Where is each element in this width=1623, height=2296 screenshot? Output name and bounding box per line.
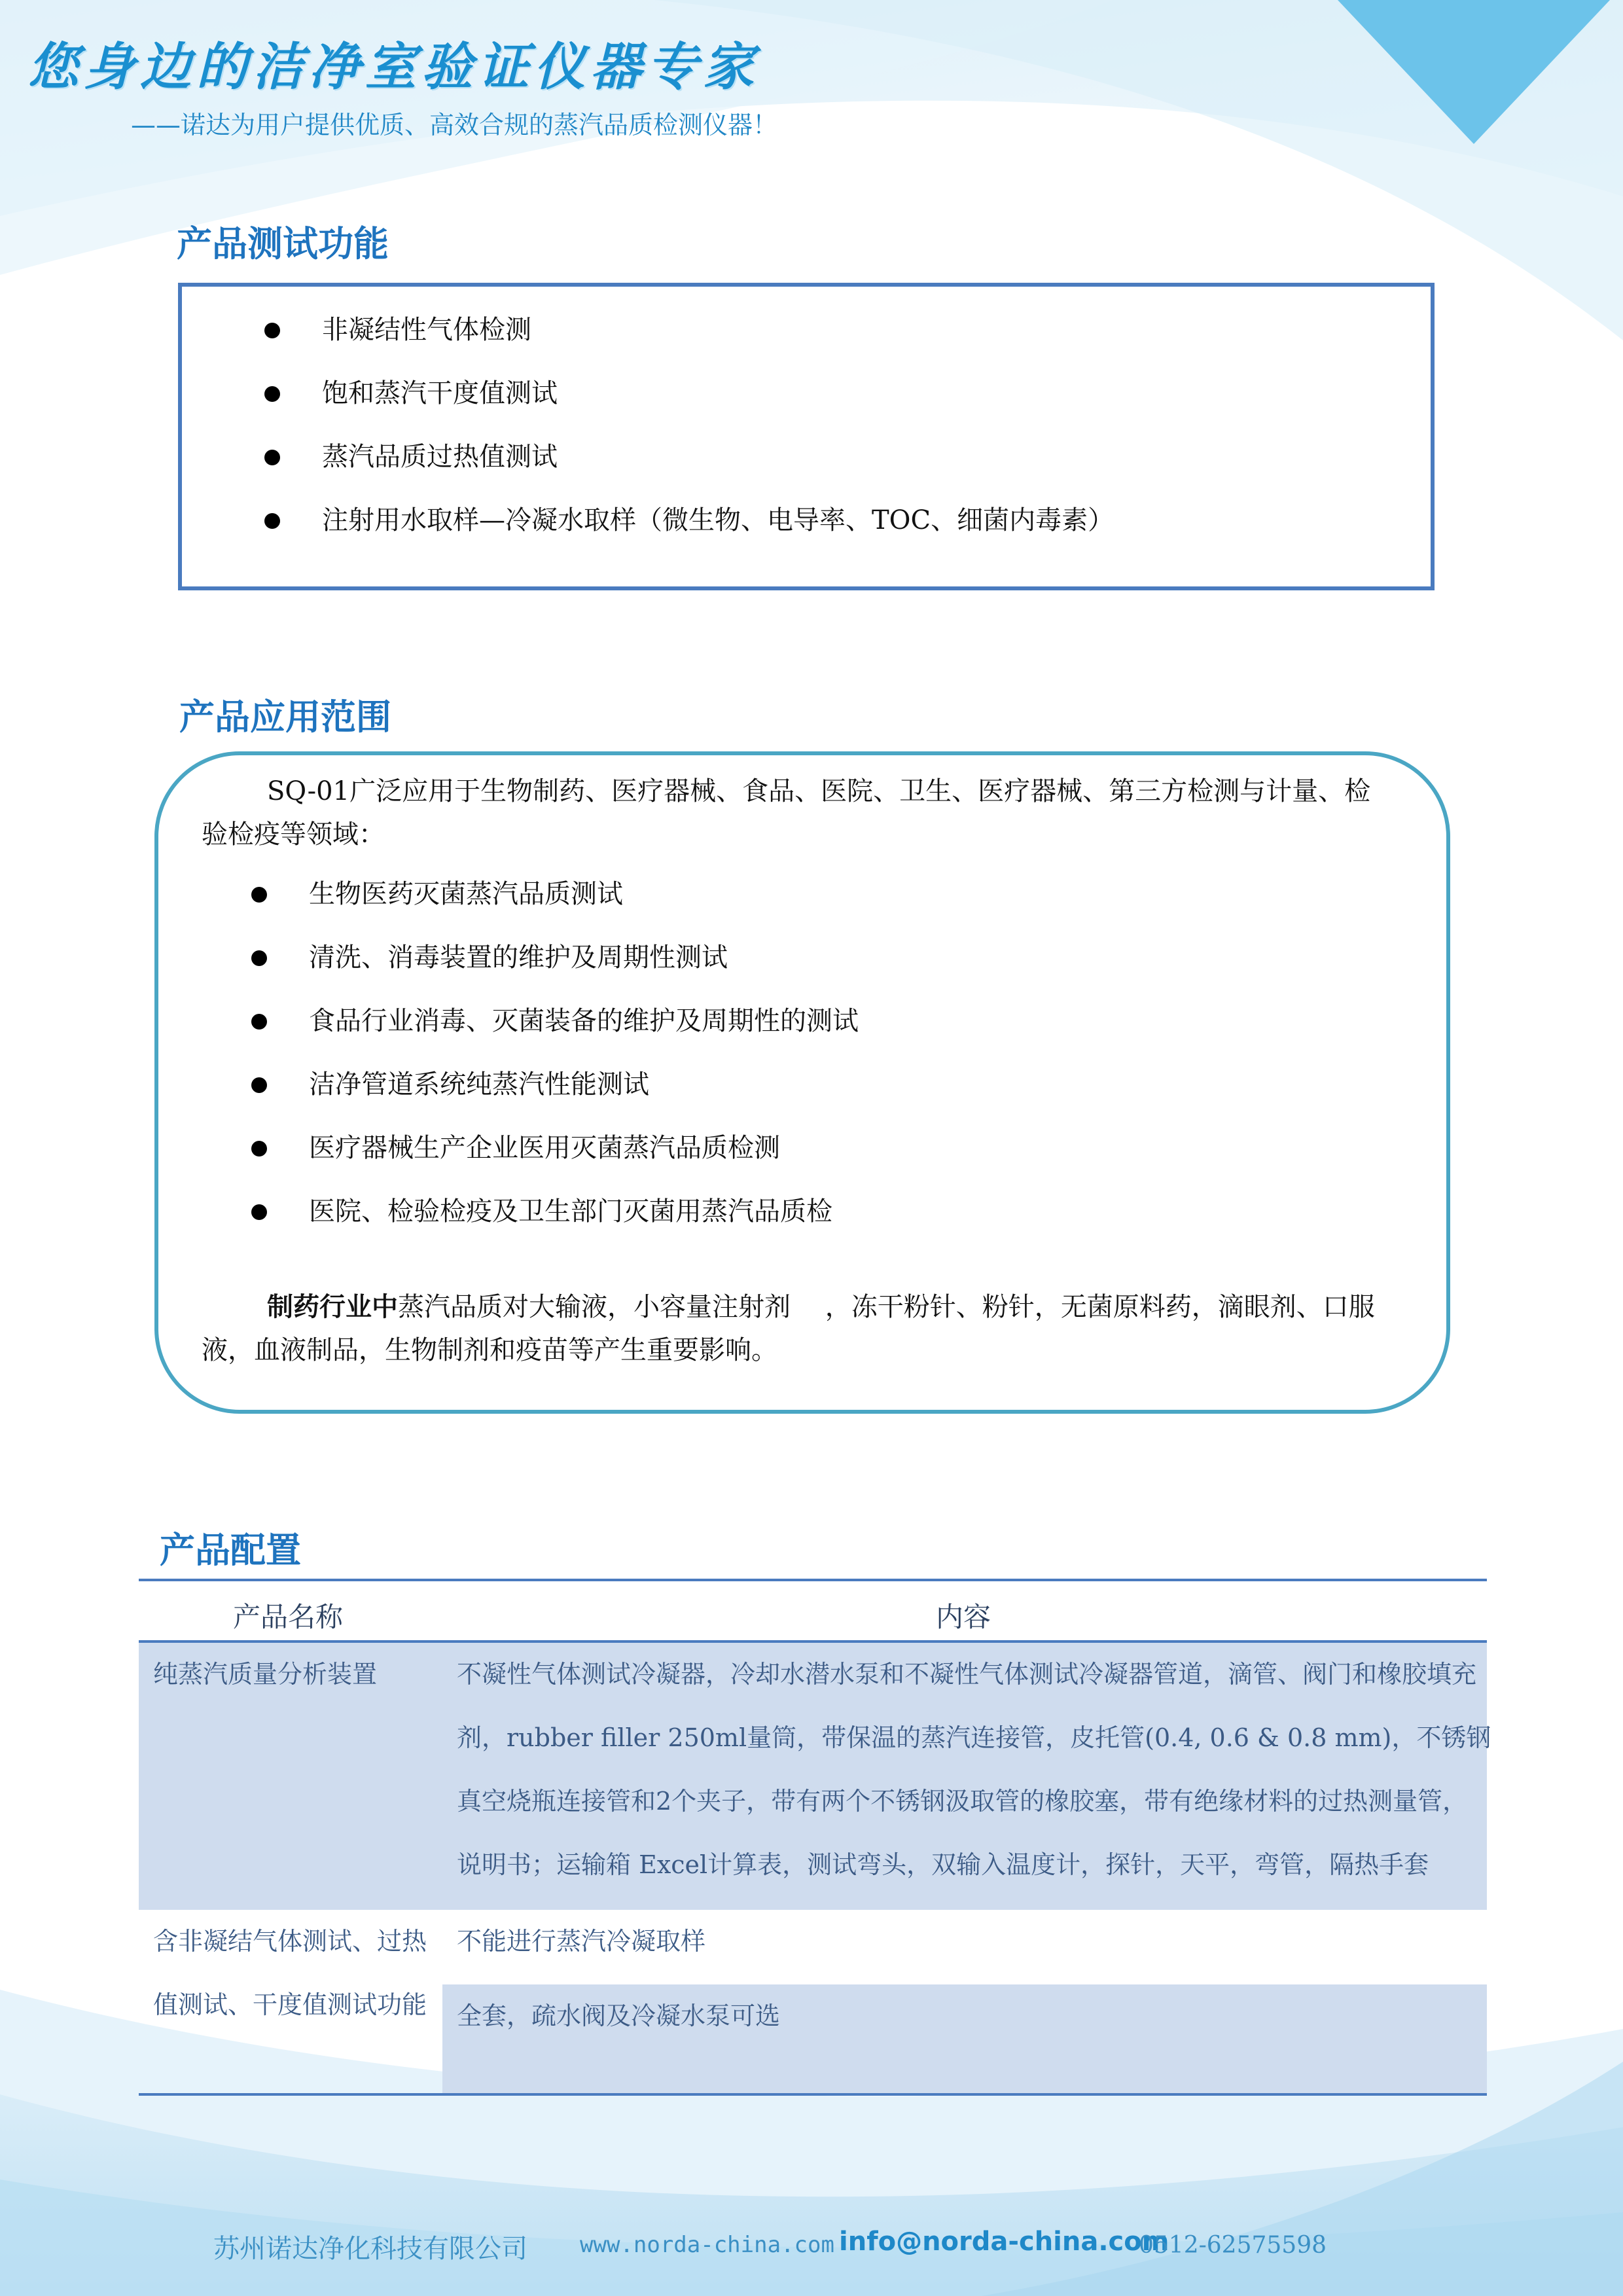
- applications-title: 产品应用范围: [179, 696, 391, 738]
- footer-email[interactable]: info@norda-china.com: [839, 2227, 1169, 2257]
- table-header-content: 内容: [936, 1601, 991, 1633]
- table-header-name: 产品名称: [233, 1601, 344, 1633]
- bullet-icon: [251, 1014, 267, 1030]
- bullet-icon: [251, 950, 267, 966]
- table-cell-content: 不凝性气体测试冷凝器，冷却水潜水泵和不凝性气体测试冷凝器管道，滴管、阀门和橡胶填充: [457, 1660, 1477, 1689]
- bullet-icon: [251, 1141, 267, 1157]
- table-bottom-rule: [139, 2093, 1487, 2096]
- bullet-icon: [264, 323, 280, 338]
- footer-phone: 0512-62575598: [1139, 2232, 1327, 2259]
- footer-website[interactable]: www.norda-china.com: [580, 2232, 834, 2258]
- table-cell-option: 全套，疏水阀及冷凝水泵可选: [457, 2001, 781, 2030]
- table-cell-content: 说明书；运输箱 Excel计算表，测试弯头，双输入温度计，探针，天平，弯管，隔热手套: [457, 1850, 1429, 1879]
- bullet-icon: [251, 1204, 267, 1220]
- table-cell-content: 真空烧瓶连接管和2个夹子，带有两个不锈钢汲取管的橡胶塞，带有绝缘材料的过热测量管，: [457, 1787, 1468, 1816]
- table-cell-name: 值测试、干度值测试功能: [153, 1990, 427, 2019]
- table-cell-name: 含非凝结气体测试、过热: [153, 1927, 427, 1956]
- note-emphasis: 制药行业中: [267, 1291, 398, 1322]
- functions-box: 非凝结性气体检测 饱和蒸汽干度值测试 蒸汽品质过热值测试 注射用水取样—冷凝水取样（微生物、电导率、TOC、细菌内毒素）: [178, 283, 1435, 590]
- bullet-icon: [251, 887, 267, 903]
- table-cell-name: 纯蒸汽质量分析装置: [153, 1660, 378, 1689]
- bullet-icon: [264, 513, 280, 529]
- functions-title: 产品测试功能: [177, 223, 389, 264]
- config-title: 产品配置: [160, 1530, 301, 1571]
- table-cell-option: 不能进行蒸汽冷凝取样: [457, 1927, 706, 1956]
- bullet-icon: [264, 386, 280, 402]
- footer-company: 苏州诺达净化科技有限公司: [213, 2234, 527, 2264]
- applications-note: [202, 1285, 1399, 1372]
- table-cell-content: 剂，rubber filler 250ml量筒，带保温的蒸汽连接管，皮托管(0.4, 0.6 & 0.8 mm)，不锈钢: [457, 1723, 1491, 1752]
- bullet-icon: [264, 450, 280, 465]
- applications-intro: SQ-01广泛应用于生物制药、医疗器械、食品、医院、卫生、医疗器械、第三方检测与计量、检验检疫等领域：: [202, 776, 1371, 850]
- applications-box: SQ-01广泛应用于生物制药、医疗器械、食品、医院、卫生、医疗器械、第三方检测与计量、检验检疫等领域： 生物医药灭菌蒸汽品质测试 清洗、消毒装置的维护及周期性测试 食品行业消毒、灭菌装备的维护及周期性的测试 洁净管道系统纯蒸汽性能测试 医疗器械生产企业医用灭菌蒸汽品质检测 医院、检验检疫及卫生部门灭菌用蒸汽品质检 制药行业中蒸汽品质对大输液，小容量注射剂 ，冻干粉针、粉针，无菌原料药，滴眼剂、口服液，血液制品，生物制剂和疫苗等产生重要影响。: [154, 751, 1450, 1414]
- bullet-icon: [251, 1077, 267, 1093]
- header-subline: ——诺达为用户提供优质、高效合规的蒸汽品质检测仪器！: [131, 111, 778, 139]
- note-text: 蒸汽品质对大输液，小容量注射剂 ，冻干粉针、粉针，无菌原料药，滴眼剂、口服液，血液制品，生物制剂和疫苗等产生重要影响。: [202, 1292, 1375, 1365]
- header-slogan: 您身边的洁净室验证仪器专家: [27, 38, 760, 97]
- table-top-rule: [139, 1579, 1487, 1581]
